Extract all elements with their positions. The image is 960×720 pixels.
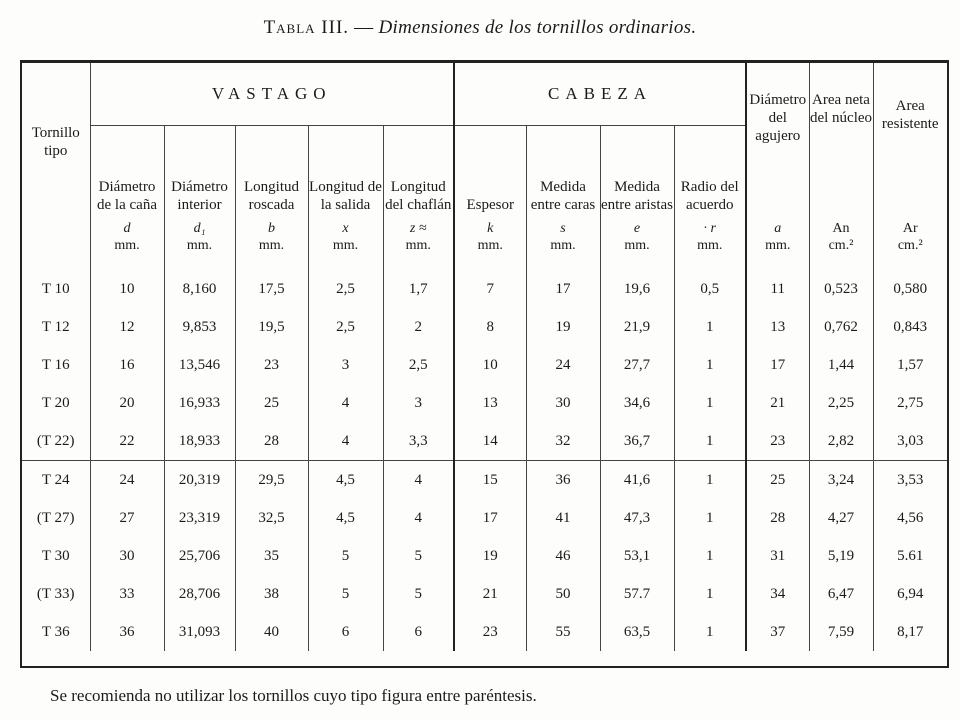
value-cell: 10 bbox=[90, 264, 164, 308]
value-cell: 31 bbox=[746, 537, 809, 575]
value-cell: 0,580 bbox=[873, 264, 947, 308]
value-cell: 2,5 bbox=[308, 308, 383, 346]
caption-dash: — bbox=[354, 17, 379, 38]
value-cell: 1 bbox=[674, 499, 746, 537]
value-cell: 13 bbox=[746, 308, 809, 346]
value-cell: 4 bbox=[383, 461, 454, 500]
value-cell: 20,319 bbox=[164, 461, 235, 500]
value-cell: 40 bbox=[235, 613, 308, 651]
col-header-tornillo: Tornillo tipo bbox=[31, 124, 80, 159]
group-header-cabeza: CABEZA bbox=[454, 63, 746, 126]
value-cell: 27,7 bbox=[600, 346, 674, 384]
value-cell: 5 bbox=[383, 575, 454, 613]
value-cell: 30 bbox=[90, 537, 164, 575]
value-cell: 25,706 bbox=[164, 537, 235, 575]
col-header-medida-caras: Medida entre caras bbox=[526, 126, 600, 221]
value-cell: 21 bbox=[454, 575, 526, 613]
value-cell: 19 bbox=[526, 308, 600, 346]
table-row bbox=[22, 537, 947, 575]
value-cell: 24 bbox=[90, 461, 164, 500]
value-cell: 16 bbox=[90, 346, 164, 384]
value-cell: 17 bbox=[526, 264, 600, 308]
value-cell: 4,5 bbox=[308, 499, 383, 537]
value-cell: 6 bbox=[383, 613, 454, 651]
value-cell: 10 bbox=[454, 346, 526, 384]
table-row bbox=[22, 575, 947, 613]
value-cell: 1,44 bbox=[809, 346, 873, 384]
symbol-cell: e mm. bbox=[600, 220, 674, 264]
value-cell: 24 bbox=[526, 346, 600, 384]
value-cell: 9,853 bbox=[164, 308, 235, 346]
value-cell: 22 bbox=[90, 422, 164, 461]
screw-type-cell: T 30 bbox=[41, 548, 70, 564]
value-cell: 28 bbox=[746, 499, 809, 537]
col-header-area-resistente: Area resistente bbox=[873, 63, 947, 220]
value-cell: 6 bbox=[308, 613, 383, 651]
col-header-diam-interior: Diámetro interior bbox=[164, 126, 235, 221]
col-header-long-salida: Longitud de la salida bbox=[308, 126, 383, 221]
value-cell: 30 bbox=[526, 384, 600, 422]
value-cell: 7,59 bbox=[809, 613, 873, 651]
col-header-long-roscada: Longitud roscada bbox=[235, 126, 308, 221]
value-cell: 0,523 bbox=[809, 264, 873, 308]
value-cell: 47,3 bbox=[600, 499, 674, 537]
value-cell: 4 bbox=[383, 499, 454, 537]
value-cell: 27 bbox=[90, 499, 164, 537]
screw-type-cell: T 20 bbox=[41, 395, 70, 411]
symbol-cell: x mm. bbox=[308, 220, 383, 264]
symbol-cell: b mm. bbox=[235, 220, 308, 264]
value-cell: 1 bbox=[674, 422, 746, 461]
screw-type-cell: T 36 bbox=[41, 624, 70, 640]
value-cell: 41,6 bbox=[600, 461, 674, 500]
value-cell: 2,5 bbox=[308, 264, 383, 308]
value-cell: 7 bbox=[454, 264, 526, 308]
value-cell: 4,5 bbox=[308, 461, 383, 500]
value-cell: 31,093 bbox=[164, 613, 235, 651]
value-cell: 3,3 bbox=[383, 422, 454, 461]
value-cell: 36 bbox=[90, 613, 164, 651]
value-cell: 6,94 bbox=[873, 575, 947, 613]
value-cell: 5 bbox=[308, 575, 383, 613]
screw-type-cell: (T 27) bbox=[36, 510, 75, 526]
value-cell: 3 bbox=[308, 346, 383, 384]
col-header-diam-cana: Diámetro de la caña bbox=[90, 126, 164, 221]
table-caption bbox=[0, 17, 960, 39]
symbol-unit-row bbox=[22, 220, 947, 264]
value-cell: 33 bbox=[90, 575, 164, 613]
value-cell: 11 bbox=[746, 264, 809, 308]
value-cell: 23,319 bbox=[164, 499, 235, 537]
col-header-medida-aristas: Medida entre aristas bbox=[600, 126, 674, 221]
screw-type-cell: T 10 bbox=[41, 281, 70, 297]
table-row bbox=[22, 384, 947, 422]
value-cell: 1 bbox=[674, 537, 746, 575]
value-cell: 46 bbox=[526, 537, 600, 575]
screw-dimensions-table bbox=[22, 63, 947, 651]
value-cell: 23 bbox=[746, 422, 809, 461]
value-cell: 34 bbox=[746, 575, 809, 613]
symbol-cell: An cm.² bbox=[809, 220, 873, 264]
table-row bbox=[22, 461, 947, 500]
value-cell: 16,933 bbox=[164, 384, 235, 422]
symbol-cell: d mm. bbox=[90, 220, 164, 264]
table-row bbox=[22, 499, 947, 537]
caption-text: Dimensiones de los tornillos ordinarios. bbox=[378, 17, 697, 38]
symbol-cell: a mm. bbox=[746, 220, 809, 264]
value-cell: 3 bbox=[383, 384, 454, 422]
symbol-cell: s mm. bbox=[526, 220, 600, 264]
col-header-long-chaflan: Longitud del chaflán bbox=[383, 126, 454, 221]
value-cell: 4 bbox=[308, 422, 383, 461]
value-cell: 13 bbox=[454, 384, 526, 422]
value-cell: 1,57 bbox=[873, 346, 947, 384]
value-cell: 38 bbox=[235, 575, 308, 613]
value-cell: 21 bbox=[746, 384, 809, 422]
value-cell: 17,5 bbox=[235, 264, 308, 308]
value-cell: 17 bbox=[454, 499, 526, 537]
value-cell: 4,56 bbox=[873, 499, 947, 537]
symbol-cell: · r mm. bbox=[674, 220, 746, 264]
value-cell: 28,706 bbox=[164, 575, 235, 613]
value-cell: 19,5 bbox=[235, 308, 308, 346]
value-cell: 41 bbox=[526, 499, 600, 537]
value-cell: 36,7 bbox=[600, 422, 674, 461]
value-cell: 4 bbox=[308, 384, 383, 422]
value-cell: 55 bbox=[526, 613, 600, 651]
screw-type-cell: (T 22) bbox=[36, 433, 75, 449]
table-row bbox=[22, 264, 947, 308]
value-cell: 2,82 bbox=[809, 422, 873, 461]
value-cell: 1 bbox=[674, 461, 746, 500]
value-cell: 2,75 bbox=[873, 384, 947, 422]
table-row bbox=[22, 422, 947, 461]
value-cell: 32,5 bbox=[235, 499, 308, 537]
value-cell: 3,24 bbox=[809, 461, 873, 500]
value-cell: 25 bbox=[235, 384, 308, 422]
col-header-diam-agujero: Diámetro del agujero bbox=[746, 63, 809, 220]
table-body bbox=[22, 264, 947, 651]
value-cell: 1 bbox=[674, 384, 746, 422]
value-cell: 23 bbox=[235, 346, 308, 384]
symbol-cell: z ≈ mm. bbox=[383, 220, 454, 264]
footnote: Se recomienda no utilizar los tornillos cuyo tipo figura entre paréntesis. bbox=[50, 686, 537, 705]
table-row bbox=[22, 613, 947, 651]
value-cell: 0,5 bbox=[674, 264, 746, 308]
value-cell: 19 bbox=[454, 537, 526, 575]
value-cell: 18,933 bbox=[164, 422, 235, 461]
value-cell: 25 bbox=[746, 461, 809, 500]
value-cell: 36 bbox=[526, 461, 600, 500]
symbol-cell: k mm. bbox=[454, 220, 526, 264]
value-cell: 35 bbox=[235, 537, 308, 575]
value-cell: 4,27 bbox=[809, 499, 873, 537]
table-row bbox=[22, 308, 947, 346]
value-cell: 12 bbox=[90, 308, 164, 346]
value-cell: 6,47 bbox=[809, 575, 873, 613]
col-header-radio-acuerdo: Radio del acuerdo bbox=[674, 126, 746, 221]
value-cell: 32 bbox=[526, 422, 600, 461]
value-cell: 13,546 bbox=[164, 346, 235, 384]
screw-type-cell: (T 33) bbox=[36, 586, 75, 602]
col-header-espesor: Espesor bbox=[454, 126, 526, 221]
value-cell: 0,843 bbox=[873, 308, 947, 346]
value-cell: 1 bbox=[674, 308, 746, 346]
screw-type-cell: T 16 bbox=[41, 357, 70, 373]
value-cell: 19,6 bbox=[600, 264, 674, 308]
value-cell: 1 bbox=[674, 346, 746, 384]
value-cell: 1,7 bbox=[383, 264, 454, 308]
value-cell: 2 bbox=[383, 308, 454, 346]
symbol-cell: d₁ mm. bbox=[164, 220, 235, 264]
value-cell: 20 bbox=[90, 384, 164, 422]
value-cell: 8,160 bbox=[164, 264, 235, 308]
value-cell: 28 bbox=[235, 422, 308, 461]
value-cell: 5,19 bbox=[809, 537, 873, 575]
value-cell: 34,6 bbox=[600, 384, 674, 422]
value-cell: 2,25 bbox=[809, 384, 873, 422]
value-cell: 1 bbox=[674, 575, 746, 613]
group-header-vastago: VASTAGO bbox=[90, 63, 454, 126]
value-cell: 29,5 bbox=[235, 461, 308, 500]
value-cell: 37 bbox=[746, 613, 809, 651]
symbol-cell-empty bbox=[22, 220, 90, 264]
value-cell: 2,5 bbox=[383, 346, 454, 384]
value-cell: 50 bbox=[526, 575, 600, 613]
value-cell: 8 bbox=[454, 308, 526, 346]
value-cell: 63,5 bbox=[600, 613, 674, 651]
symbol-cell: Ar cm.² bbox=[873, 220, 947, 264]
table-row bbox=[22, 346, 947, 384]
value-cell: 8,17 bbox=[873, 613, 947, 651]
value-cell: 21,9 bbox=[600, 308, 674, 346]
value-cell: 57.7 bbox=[600, 575, 674, 613]
caption-lead: Tabla III. bbox=[263, 17, 350, 38]
value-cell: 5.61 bbox=[873, 537, 947, 575]
value-cell: 14 bbox=[454, 422, 526, 461]
value-cell: 1 bbox=[674, 613, 746, 651]
value-cell: 5 bbox=[308, 537, 383, 575]
value-cell: 3,53 bbox=[873, 461, 947, 500]
value-cell: 17 bbox=[746, 346, 809, 384]
value-cell: 3,03 bbox=[873, 422, 947, 461]
screw-type-cell: T 12 bbox=[41, 319, 70, 335]
col-header-area-neta: Area neta del núcleo bbox=[809, 63, 873, 220]
value-cell: 53,1 bbox=[600, 537, 674, 575]
screw-type-cell: T 24 bbox=[22, 461, 90, 500]
value-cell: 0,762 bbox=[809, 308, 873, 346]
value-cell: 23 bbox=[454, 613, 526, 651]
value-cell: 15 bbox=[454, 461, 526, 500]
value-cell: 5 bbox=[383, 537, 454, 575]
